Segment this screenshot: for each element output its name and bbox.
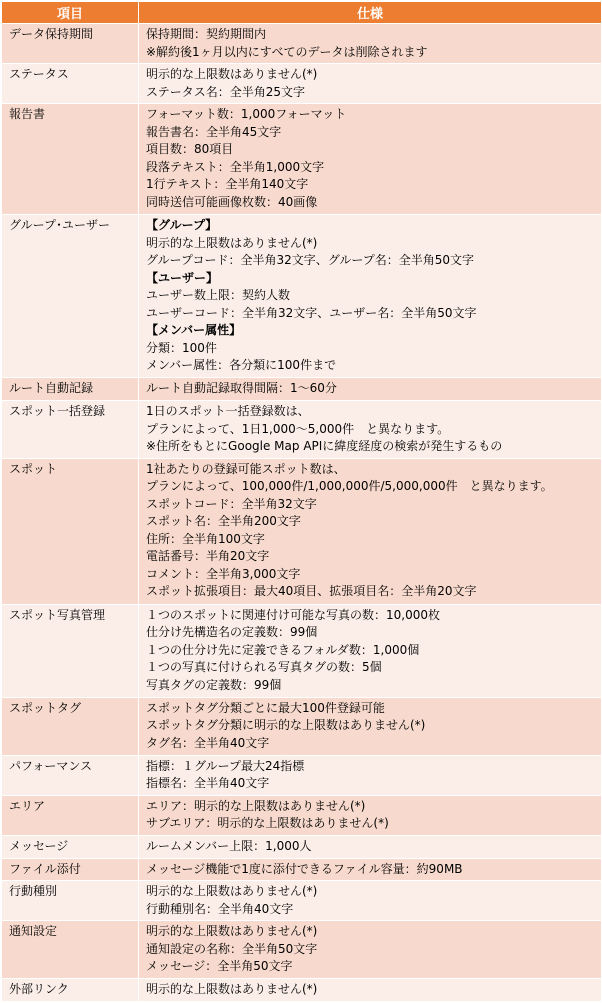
spec-section-heading: 【ユーザー】 — [146, 270, 219, 285]
row-spec-cell — [139, 458, 602, 604]
row-spec-cell — [139, 881, 602, 921]
spec-line: ユーザーコード：全半角32文字、ユーザー名：全半角50文字 — [146, 305, 477, 320]
row-spec-cell — [139, 979, 602, 1002]
spec-line: 明示的な上限数はありません(*) — [146, 235, 318, 250]
row-spec-cell — [139, 795, 602, 835]
spec-line: エリア：明示的な上限数はありません(*) — [146, 798, 366, 813]
spec-line: 1行テキスト：全半角140文字 — [146, 177, 309, 192]
row-spec-cell — [139, 755, 602, 795]
row-spec-cell — [139, 24, 602, 64]
spec-line: グループコード：全半角32文字、グループ名：全半角50文字 — [146, 253, 475, 268]
spec-line: 明示的な上限数はありません(*) — [146, 884, 318, 899]
spec-line: 明示的な上限数はありません(*) — [146, 924, 318, 939]
table-row — [2, 921, 602, 979]
spec-line: １つの仕分け先に定義できるフォルダ数：1,000個 — [146, 642, 420, 657]
row-item-label: スポットタグ — [2, 697, 139, 755]
table-row — [2, 697, 602, 755]
spec-line: 行動種別名：全半角40文字 — [146, 901, 294, 916]
spec-line: ユーザー数上限：契約人数 — [146, 288, 291, 303]
spec-line: サブエリア：明示的な上限数はありません(*) — [146, 816, 389, 831]
row-item-label: メッセージ — [2, 835, 139, 858]
row-item-label: 通知設定 — [2, 921, 139, 979]
row-item-label: ルート自動記録 — [2, 378, 139, 401]
spec-line: 分類：100件 — [146, 340, 217, 355]
spec-line: ステータス名：全半角25文字 — [146, 84, 306, 99]
spec-line: プランによって、100,000件/1,000,000件/5,000,000件 と異なります。 — [146, 479, 553, 494]
spec-line: 1日のスポット一括登録数は、 — [146, 404, 310, 419]
table-row — [2, 458, 602, 604]
row-spec-cell — [139, 401, 602, 459]
table-row — [2, 104, 602, 215]
row-item-label: エリア — [2, 795, 139, 835]
spec-line: 報告書名：全半角45文字 — [146, 124, 282, 139]
row-item-label: グループ･ユーザー — [2, 215, 139, 378]
spec-line: 住所：全半角100文字 — [146, 531, 265, 546]
spec-line: 1社あたりの登録可能スポット数は、 — [146, 461, 346, 476]
table-row — [2, 64, 602, 104]
row-item-label: 報告書 — [2, 104, 139, 215]
spec-line: メンバー属性：各分類に100件まで — [146, 358, 337, 373]
row-item-label: パフォーマンス — [2, 755, 139, 795]
row-spec-cell — [139, 858, 602, 881]
spec-line: 写真タグの定義数：99個 — [146, 677, 282, 692]
spec-line: 電話番号：半角20文字 — [146, 549, 270, 564]
table-row — [2, 795, 602, 835]
row-item-label: ファイル添付 — [2, 858, 139, 881]
spec-line: ルート自動記録取得間隔：1～60分 — [146, 381, 337, 396]
table-row — [2, 979, 602, 1002]
spec-line: スポット名：全半角200文字 — [146, 514, 301, 529]
table-row — [2, 835, 602, 858]
row-spec-cell — [139, 921, 602, 979]
spec-line: ※住所をもとにGoogle Map APIに緯度経度の検索が発生するもの — [146, 439, 503, 454]
spec-line: 段落テキスト：全半角1,000文字 — [146, 159, 325, 174]
row-item-label: スポット — [2, 458, 139, 604]
column-header-item: 項目 — [2, 2, 139, 24]
spec-line: 指標名：全半角40文字 — [146, 776, 270, 791]
spec-line: プランによって、1日1,000～5,000件 と異なります。 — [146, 421, 450, 436]
spec-line: 仕分け先構造名の定義数：99個 — [146, 625, 318, 640]
spec-line: 通知設定の名称：全半角50文字 — [146, 941, 318, 956]
row-item-label: スポット写真管理 — [2, 604, 139, 697]
row-item-label: 行動種別 — [2, 881, 139, 921]
row-spec-cell — [139, 697, 602, 755]
table-row — [2, 604, 602, 697]
spec-line: スポットタグ分類に明示的な上限数はありません(*) — [146, 718, 426, 733]
row-spec-cell — [139, 215, 602, 378]
table-row — [2, 881, 602, 921]
row-item-label: 外部リンク — [2, 979, 139, 1002]
spec-line: 同時送信可能画像枚数：40画像 — [146, 194, 318, 209]
spec-section-heading: 【メンバー属性】 — [146, 323, 242, 338]
spec-line: 明示的な上限数はありません(*) — [146, 67, 318, 82]
table-row — [2, 24, 602, 64]
spec-line: 項目数：80項目 — [146, 142, 234, 157]
spec-line: スポット拡張項目：最大40項目、拡張項目名：全半角20文字 — [146, 584, 477, 599]
table-row — [2, 378, 602, 401]
row-spec-cell — [139, 64, 602, 104]
spec-line: タグ名：全半角40文字 — [146, 735, 270, 750]
spec-line: フォーマット数：1,000フォーマット — [146, 107, 347, 122]
spec-line: 指標：１グループ最大24指標 — [146, 758, 305, 773]
row-spec-cell — [139, 378, 602, 401]
table-body — [2, 24, 602, 1002]
spec-line: メッセージ：全半角50文字 — [146, 959, 293, 974]
spec-line: 明示的な上限数はありません(*) — [146, 982, 318, 997]
row-spec-cell — [139, 835, 602, 858]
spec-line: ルームメンバー上限：1,000人 — [146, 838, 312, 853]
spec-line: １つのスポットに関連付け可能な写真の数：10,000枚 — [146, 607, 440, 622]
row-item-label: データ保持期間 — [2, 24, 139, 64]
row-item-label: スポット一括登録 — [2, 401, 139, 459]
spec-line: スポットコード：全半角32文字 — [146, 496, 317, 511]
spec-line: 保持期間：契約期間内 — [146, 27, 267, 41]
table-row — [2, 401, 602, 459]
table-row — [2, 215, 602, 378]
table-header-row — [2, 2, 602, 24]
column-header-spec: 仕様 — [139, 2, 602, 24]
spec-table — [1, 1, 602, 1002]
spec-line: スポットタグ分類ごとに最大100件登録可能 — [146, 700, 385, 715]
row-spec-cell — [139, 604, 602, 697]
spec-line: コメント：全半角3,000文字 — [146, 566, 301, 581]
spec-line: ※解約後1ヶ月以内にすべてのデータは削除されます — [146, 44, 428, 59]
spec-line: １つの写真に付けられる写真タグの数：5個 — [146, 660, 382, 675]
row-spec-cell — [139, 104, 602, 215]
row-item-label: ステータス — [2, 64, 139, 104]
spec-line: メッセージ機能で1度に添付できるファイル容量：約90MB — [146, 861, 463, 876]
table-row — [2, 858, 602, 881]
table-row — [2, 755, 602, 795]
spec-section-heading: 【グループ】 — [146, 218, 218, 233]
